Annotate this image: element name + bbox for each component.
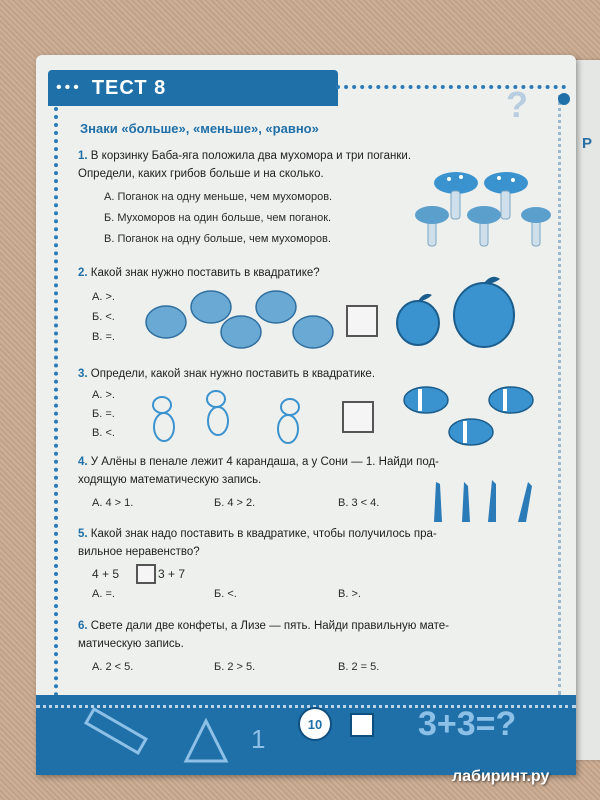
footer-equation: 3+3=?: [418, 705, 517, 743]
dotted-border-left: [54, 107, 58, 697]
question-1-option-a[interactable]: А. Поганок на одну меньше, чем мухоморов.: [104, 191, 333, 203]
question-4-text-line-1: У Алёны в пенале лежит 4 карандаша, а у Сони — 1. Найди под-: [90, 456, 439, 468]
question-4: [78, 453, 439, 489]
question-1-text-line-2: Определи, каких грибов больше и на сколько.: [78, 168, 324, 180]
question-1-text-line-1: В корзинку Баба-яга положила два мухомора и три поганки.: [90, 150, 412, 162]
fish-illustration: [396, 380, 556, 455]
watermark: лабиринт.ру: [452, 768, 550, 785]
apples-illustration: [396, 275, 516, 360]
question-6-option-c[interactable]: В. 2 = 5.: [338, 661, 380, 673]
question-4-text-line-2: ходящую математическую запись.: [78, 474, 262, 486]
test-title: ТЕСТ 8: [91, 76, 167, 99]
question-3-number: 3.: [78, 368, 88, 380]
svg-text:1: 1: [251, 724, 266, 754]
question-6-option-b[interactable]: Б. 2 > 5.: [214, 661, 256, 673]
question-2-option-a[interactable]: А. >.: [92, 291, 115, 303]
question-2-number: 2.: [78, 267, 88, 279]
question-5-option-a[interactable]: А. =.: [92, 588, 115, 600]
question-6: [78, 617, 449, 653]
mushrooms-illustration: [416, 163, 556, 258]
next-page-letter: Р: [582, 135, 593, 152]
question-4-option-c[interactable]: В. 3 < 4.: [338, 497, 380, 509]
question-3: [78, 365, 375, 383]
question-5-expression-left: 4 + 5: [92, 567, 120, 581]
svg-text:?: ?: [506, 84, 528, 125]
question-6-text-line-2: матическую запись.: [78, 638, 184, 650]
answer-box-question-2[interactable]: [346, 305, 378, 337]
question-2-option-b[interactable]: Б. <.: [92, 311, 115, 323]
kittens-illustration: [144, 385, 324, 447]
ruler-triangle-icon: [76, 713, 276, 768]
question-5: [78, 525, 437, 561]
spider-icon: [554, 89, 574, 109]
test-header: [48, 70, 338, 106]
workbook-page: [36, 55, 576, 775]
dotted-border-right: [558, 95, 561, 695]
question-4-option-b[interactable]: Б. 4 > 2.: [214, 497, 256, 509]
question-6-option-a[interactable]: А. 2 < 5.: [92, 661, 134, 673]
question-4-number: 4.: [78, 456, 88, 468]
question-1: [78, 147, 411, 183]
cube-icon: [348, 711, 378, 741]
question-6-number: 6.: [78, 620, 88, 632]
question-3-option-c[interactable]: В. <.: [92, 427, 115, 439]
question-5-option-b[interactable]: Б. <.: [214, 588, 237, 600]
question-mark-icon: [506, 85, 546, 125]
page-number: 10: [298, 707, 332, 741]
pencils-illustration: [426, 480, 546, 525]
question-2-option-c[interactable]: В. =.: [92, 331, 115, 343]
question-3-option-a[interactable]: А. >.: [92, 389, 115, 401]
balls-illustration: [141, 287, 341, 352]
question-5-text-line-2: вильное неравенство?: [78, 546, 200, 558]
question-5-text-line-1: Какой знак надо поставить в квадратике, чтобы получилось пра-: [90, 528, 437, 540]
question-1-option-b[interactable]: Б. Мухоморов на один больше, чем поганок.: [104, 212, 332, 224]
answer-box-question-5[interactable]: [136, 564, 156, 584]
question-5-number: 5.: [78, 528, 88, 540]
section-title: Знаки «больше», «меньше», «равно»: [80, 121, 319, 136]
question-2: [78, 264, 320, 282]
question-5-option-c[interactable]: В. >.: [338, 588, 361, 600]
question-3-option-b[interactable]: Б. =.: [92, 408, 115, 420]
header-dots-icon: •••: [56, 79, 82, 96]
question-5-expression-right: 3 + 7: [158, 567, 186, 581]
question-3-text: Определи, какой знак нужно поставить в квадратике.: [90, 368, 376, 380]
answer-box-question-3[interactable]: [342, 401, 374, 433]
question-2-text: Какой знак нужно поставить в квадратике?: [90, 267, 320, 279]
question-4-option-a[interactable]: А. 4 > 1.: [92, 497, 134, 509]
question-1-option-c[interactable]: В. Поганок на одну больше, чем мухоморов.: [104, 233, 331, 245]
question-1-number: 1.: [78, 150, 88, 162]
question-6-text-line-1: Свете дали две конфеты, а Лизе — пять. Найди правильную мате-: [90, 620, 449, 632]
